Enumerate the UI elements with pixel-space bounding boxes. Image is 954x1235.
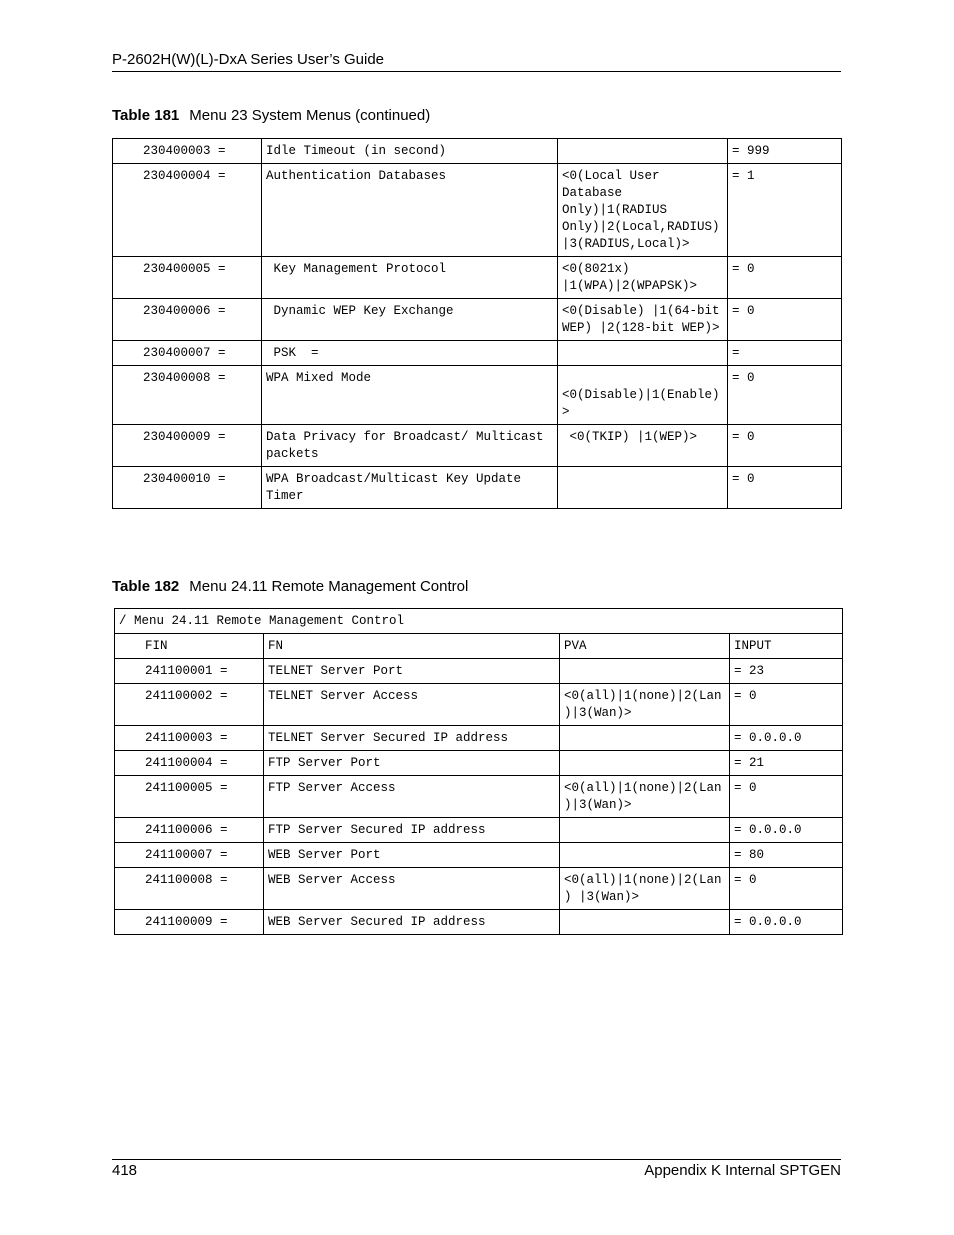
- table-row: [115, 868, 843, 910]
- fin-cell: 230400010 =: [113, 467, 262, 509]
- fin-cell: 241100007 =: [115, 843, 264, 868]
- table-182-title-cell: / Menu 24.11 Remote Management Control: [115, 609, 843, 634]
- table-row: [115, 818, 843, 843]
- fin-cell: 241100009 =: [115, 910, 264, 935]
- fin-cell: 230400004 =: [113, 164, 262, 257]
- column-header-fn: FN: [264, 634, 560, 659]
- fn-cell: WEB Server Secured IP address: [264, 910, 560, 935]
- table-181-caption-text: Menu 23 System Menus (continued): [189, 107, 431, 124]
- table-182-header-row: [115, 634, 843, 659]
- input-cell: = 80: [730, 843, 843, 868]
- pva-cell: [558, 139, 728, 164]
- fn-cell: TELNET Server Access: [264, 684, 560, 726]
- fin-cell: 241100003 =: [115, 726, 264, 751]
- fn-cell: WPA Mixed Mode: [262, 366, 558, 425]
- fn-cell: Idle Timeout (in second): [262, 139, 558, 164]
- input-cell: = 0: [728, 467, 842, 509]
- input-cell: = 0: [730, 684, 843, 726]
- input-cell: = 0.0.0.0: [730, 726, 843, 751]
- fin-cell: 241100004 =: [115, 751, 264, 776]
- fin-cell: 230400009 =: [113, 425, 262, 467]
- fn-cell: WEB Server Port: [264, 843, 560, 868]
- fn-cell: Key Management Protocol: [262, 257, 558, 299]
- table-182-caption-label: Table 182: [112, 578, 180, 595]
- table-row: [113, 257, 842, 299]
- input-cell: = 0.0.0.0: [730, 910, 843, 935]
- fn-cell: Dynamic WEP Key Exchange: [262, 299, 558, 341]
- running-header-title: P-2602H(W)(L)-DxA Series User’s Guide: [112, 51, 385, 68]
- pva-cell: <0(all)|1(none)|2(Lan) |3(Wan)>: [560, 868, 730, 910]
- fn-cell: Data Privacy for Broadcast/ Multicast packets: [262, 425, 558, 467]
- fin-cell: 230400008 =: [113, 366, 262, 425]
- fn-cell: WPA Broadcast/Multicast Key Update Timer: [262, 467, 558, 509]
- fn-cell: FTP Server Secured IP address: [264, 818, 560, 843]
- column-header-fin: FIN: [115, 634, 264, 659]
- fn-cell: FTP Server Access: [264, 776, 560, 818]
- fn-cell: Authentication Databases: [262, 164, 558, 257]
- table-row: [115, 726, 843, 751]
- fin-cell: 241100001 =: [115, 659, 264, 684]
- table-182-caption: [112, 578, 468, 595]
- input-cell: = 0: [730, 776, 843, 818]
- table-row: [113, 164, 842, 257]
- input-cell: = 0: [728, 299, 842, 341]
- fin-cell: 230400003 =: [113, 139, 262, 164]
- table-row: [115, 751, 843, 776]
- pva-cell: [560, 726, 730, 751]
- pva-cell: [560, 843, 730, 868]
- table-182: [114, 608, 843, 935]
- pva-cell: <0(all)|1(none)|2(Lan)|3(Wan)>: [560, 684, 730, 726]
- pva-cell: <0(Disable)|1(Enable)>: [558, 366, 728, 425]
- table-row: [115, 659, 843, 684]
- input-cell: = 23: [730, 659, 843, 684]
- table-181: [112, 138, 842, 509]
- table-row: [113, 425, 842, 467]
- table-row: [113, 299, 842, 341]
- table-row: [113, 366, 842, 425]
- input-cell: = 0: [728, 425, 842, 467]
- input-cell: = 21: [730, 751, 843, 776]
- table-182-caption-text: Menu 24.11 Remote Management Control: [189, 578, 469, 595]
- table-181-caption: [112, 107, 430, 124]
- table-row: [113, 341, 842, 366]
- fn-cell: WEB Server Access: [264, 868, 560, 910]
- fin-cell: 230400006 =: [113, 299, 262, 341]
- pva-cell: <0(8021x) |1(WPA)|2(WPAPSK)>: [558, 257, 728, 299]
- input-cell: = 1: [728, 164, 842, 257]
- fin-cell: 230400005 =: [113, 257, 262, 299]
- table-row: [115, 843, 843, 868]
- column-header-pva: PVA: [560, 634, 730, 659]
- input-cell: = 0: [730, 868, 843, 910]
- pva-cell: <0(Disable) |1(64-bit WEP) |2(128-bit WEP)>: [558, 299, 728, 341]
- table-row: [115, 910, 843, 935]
- input-cell: = 0: [728, 366, 842, 425]
- input-cell: = 0.0.0.0: [730, 818, 843, 843]
- pva-cell: <0(TKIP) |1(WEP)>: [558, 425, 728, 467]
- fin-cell: 241100008 =: [115, 868, 264, 910]
- input-cell: = 999: [728, 139, 842, 164]
- table-row: [115, 684, 843, 726]
- footer-rule: [112, 1159, 841, 1160]
- fn-cell: PSK =: [262, 341, 558, 366]
- pva-cell: [560, 659, 730, 684]
- pva-cell: <0(Local User Database Only)|1(RADIUS Only)|2(Local,RADIUS)|3(RADIUS,Local)>: [558, 164, 728, 257]
- header-rule: [112, 71, 841, 72]
- column-header-input: INPUT: [730, 634, 843, 659]
- table-row: [115, 776, 843, 818]
- input-cell: =: [728, 341, 842, 366]
- pva-cell: <0(all)|1(none)|2(Lan)|3(Wan)>: [560, 776, 730, 818]
- fin-cell: 241100006 =: [115, 818, 264, 843]
- pva-cell: [558, 341, 728, 366]
- table-row: [113, 139, 842, 164]
- table-182-title-row: [115, 609, 843, 634]
- pva-cell: [560, 910, 730, 935]
- pva-cell: [558, 467, 728, 509]
- table-181-caption-label: Table 181: [112, 107, 180, 124]
- fin-cell: 241100005 =: [115, 776, 264, 818]
- footer-section-title: Appendix K Internal SPTGEN: [644, 1162, 841, 1179]
- fn-cell: TELNET Server Secured IP address: [264, 726, 560, 751]
- pva-cell: [560, 751, 730, 776]
- table-row: [113, 467, 842, 509]
- fin-cell: 241100002 =: [115, 684, 264, 726]
- fin-cell: 230400007 =: [113, 341, 262, 366]
- pva-cell: [560, 818, 730, 843]
- page-number: 418: [112, 1162, 138, 1179]
- fn-cell: FTP Server Port: [264, 751, 560, 776]
- input-cell: = 0: [728, 257, 842, 299]
- fn-cell: TELNET Server Port: [264, 659, 560, 684]
